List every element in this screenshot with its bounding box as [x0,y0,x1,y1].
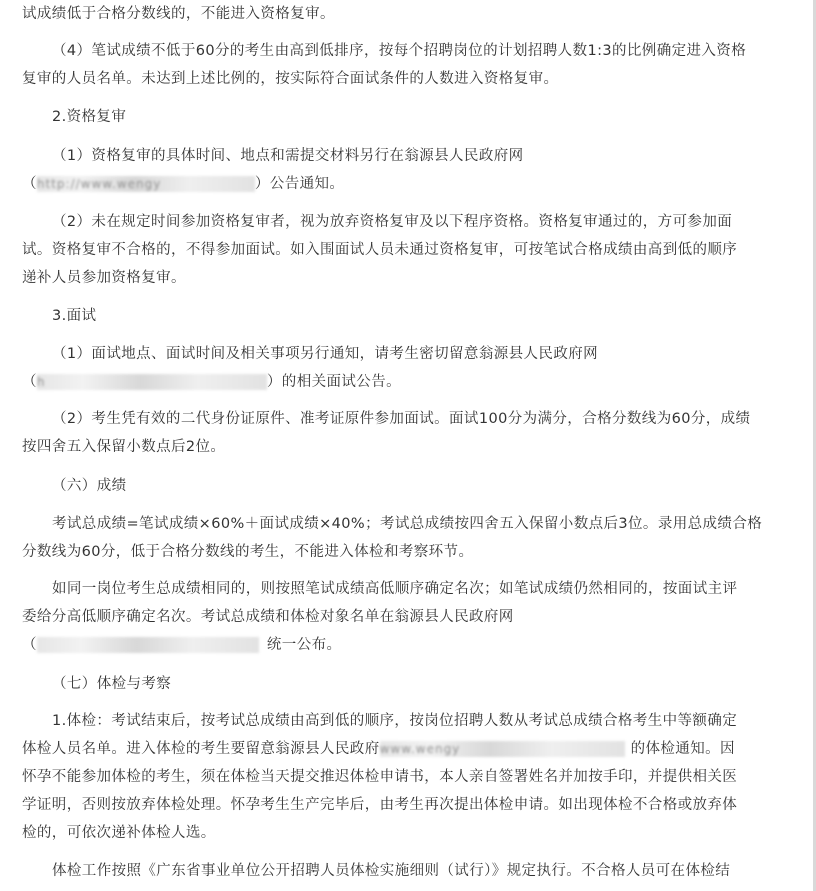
text-line [22,631,792,659]
paragraph-interview-notice [22,340,792,396]
text-line: 按四舍五入保留小数点后2位。 [22,439,226,455]
text-line: 复审的人员名单。未达到上述比例的，按实际符合面试条件的人数进入资格复审。 [22,71,559,87]
text-line: 试。资格复审不合格的，不得参加面试。如入围面试人员未通过资格复审，可按笔试合格成绩由高到低的顺序 [22,242,738,258]
text-line: （2）未在规定时间参加资格复审者，视为放弃资格复审及以下程序资格。资格复审通过的，方可参加面 [52,214,733,230]
text-line: 学证明，否则按放弃体检处理。怀孕考生生产完毕后，由考生再次提出体检申请。如出现体检不合格或放弃体 [22,797,738,813]
text-line: 试成绩低于合格分数线的，不能进入资格复审。 [22,6,335,22]
heading-text: 2.资格复审 [52,109,127,125]
paragraph-medical-check [22,707,792,847]
paragraph-review-details [22,142,792,198]
text-line: 递补人员参加资格复审。 [22,270,186,286]
blurred-url: www.wengy [380,741,625,757]
text-line [22,735,792,763]
text-fragment: 的体检通知。因 [630,741,735,757]
text-fragment: 统一公布。 [266,637,342,653]
text-line: （4）笔试成绩不低于60分的考生由高到低排序，按每个招聘岗位的计划招聘人数1:3的比例确定进入资格 [52,43,747,59]
text-line: 分数线为60分，低于合格分数线的考生，不能进入体检和考察环节。 [22,544,474,560]
text-line: （2）考生凭有效的二代身份证原件、准考证原件参加面试。面试100分为满分，合格分数线为60分，成绩 [52,411,751,427]
paragraph-review-absence [22,208,792,292]
text-fragment: ）公告通知。 [254,176,345,192]
paragraph-tie-breaking [22,575,792,659]
text-fragment: 体检人员名单。进入体检的考生要留意翁源县人民政府 [22,741,380,757]
text-fragment: ）的相关面试公告。 [266,374,402,390]
text-line [22,368,792,396]
blurred-url [37,637,259,653]
heading-scores [22,472,792,500]
text-line: 怀孕不能参加体检的考生，须在体检当天提交推迟体检申请书，本人亲自签署姓名并加按手印，并提供相关医 [22,769,738,785]
heading-text: 3.面试 [52,308,97,324]
text-line: 体检工作按照《广东省事业单位公开招聘人员体检实施细则（试行）》规定执行。不合格人员可在体检结 [52,863,731,879]
text-line: 1.体检：考试结束后，按考试总成绩由高到低的顺序，按岗位招聘人数从考试总成绩合格考生中等额确定 [52,713,738,729]
paragraph-medical-rules [22,857,792,885]
text-line: 如同一岗位考生总成绩相同的，则按照笔试成绩高低顺序确定名次；如笔试成绩仍然相同的，按面试主评 [52,581,738,597]
text-line: （1）资格复审的具体时间、地点和需提交材料另行在翁源县人民政府网 [52,148,524,164]
heading-text: （七）体检与考察 [52,676,172,692]
paren-open: （ [22,176,37,192]
paren-open: （ [22,374,37,390]
paragraph-written-score-ranking [22,37,792,93]
heading-interview [22,302,792,330]
heading-text: （六）成绩 [52,478,127,494]
text-line [22,170,792,198]
text-line: 考试总成绩=笔试成绩×60%＋面试成绩×40%；考试总成绩按四舍五入保留小数点后3位。录用总成绩合格 [52,516,763,532]
paragraph-interview-documents [22,405,792,461]
blurred-url: h [37,374,267,390]
paragraph-total-score-formula [22,510,792,566]
text-line: 检的，可依次递补体检人选。 [22,825,216,841]
blurred-url: http://www.wengy [37,176,255,192]
heading-qualification-review [22,103,792,131]
heading-medical-check [22,670,792,698]
paren-open: （ [22,637,37,653]
text-line: （1）面试地点、面试时间及相关事项另行通知，请考生密切留意翁源县人民政府网 [52,346,599,362]
paragraph-exam-score-cutoff [22,0,792,28]
text-line: 委给分高低顺序确定名次。考试总成绩和体检对象名单在翁源县人民政府网 [22,609,514,625]
